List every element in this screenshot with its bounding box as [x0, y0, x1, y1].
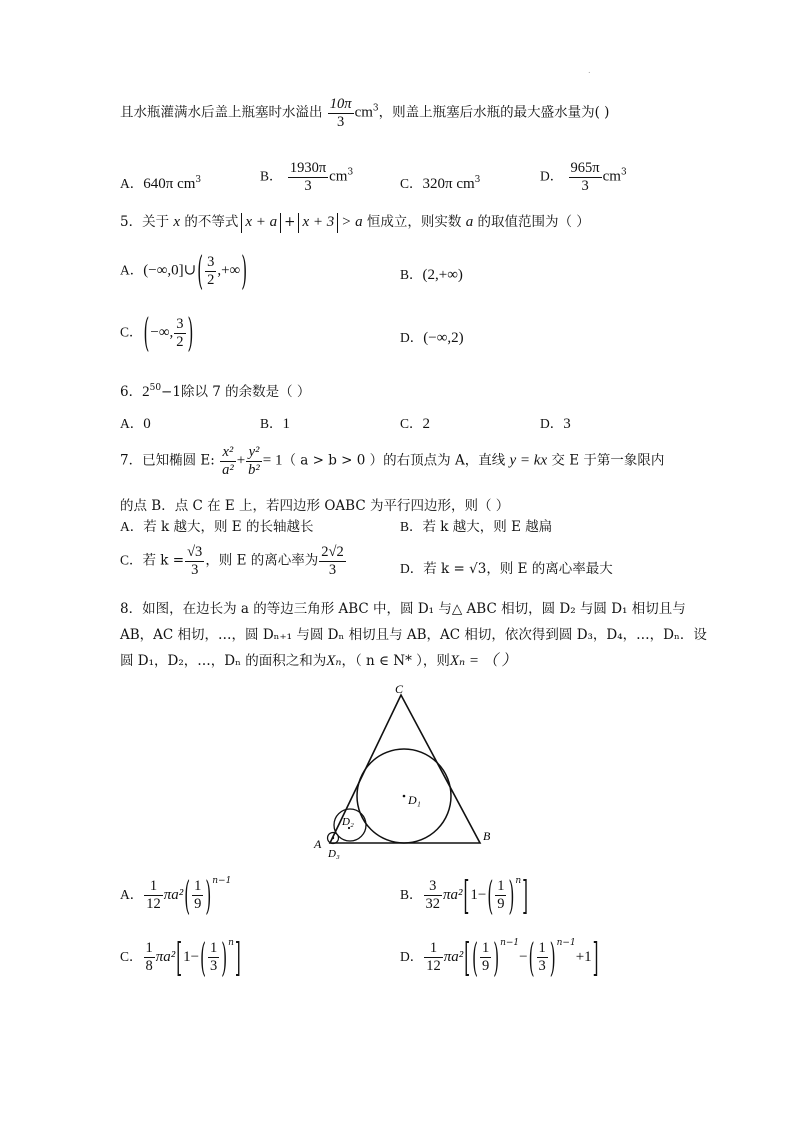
label-d1: D₁ — [408, 793, 421, 807]
unit: cm — [354, 104, 373, 121]
q8-option-d[interactable]: D． $\frac{1}{12}$ πa²[ ( $\frac{1}{9}$ )$^{n-1}$−( $\frac{1}{3}$ )$^{n-1}$+1] — [400, 934, 599, 981]
q8-option-b[interactable]: B． $\frac{3}{32}$ πa²[1−( $\frac{1}{9}$ )$^n$] — [400, 872, 528, 919]
triangle-circles-figure — [300, 680, 510, 860]
q7-stem-line2: 的点 B．点 C 在 E 上，若四边形 OABC 为平行四边形，则（ ） — [120, 498, 510, 514]
q6-stem: 6．$2^{50}-1$除以 7 的余数是（ ） — [120, 383, 311, 400]
q6-option-b[interactable]: B．1 — [260, 416, 291, 432]
q4-stem: 且水瓶灌满水后盖上瓶塞时水溢出 $\frac{10\pi}{3}$ $cm^3$，则盖上瓶塞后水瓶的最大盛水量为( ) — [120, 96, 610, 130]
q7-option-b[interactable]: B．若 k 越大，则 E 越扁 — [400, 519, 553, 535]
center-d1 — [403, 795, 406, 798]
q6-option-c[interactable]: C．2 — [400, 416, 431, 432]
q8-stem-line1: 8．如图，在边长为 a 的等边三角形 ABC 中，圆 D₁ 与△ ABC 相切，圆 D₂ 与圆 D₁ 相切且与 — [120, 601, 686, 617]
q7-stem-line1: 7．已知椭圆 E: $\frac{\text{x²}}{\text{a²}}$ + $\frac{\text{y²}}{\text{b²}}$ = 1（ a > b > 0 ）的右顶点为 A，直线 y = kx 交 E 于第一象限内 — [120, 444, 665, 478]
q4-text-before: 且水瓶灌满水后盖上瓶塞时水溢出 — [120, 104, 323, 121]
corner-dot: . — [588, 66, 591, 75]
q4-option-d[interactable]: D． $\frac{965\pi}{3}$ $cm^3$ — [540, 160, 627, 194]
q8-option-a[interactable]: A． $\frac{1}{12}$ πa²( $\frac{1}{9}$ )$^{n-1}$ — [120, 872, 232, 919]
q5-option-c[interactable]: C．(−∞, $\frac{3}{2}$ ) — [120, 309, 194, 357]
center-d3 — [332, 837, 334, 839]
label-b: B — [483, 829, 491, 843]
q7-option-a[interactable]: A．若 k 越大，则 E 的长轴越长 — [120, 519, 314, 535]
frac-den: 3 — [337, 113, 345, 130]
q4-text-after: ，则盖上瓶塞后水瓶的最大盛水量为( ) — [378, 104, 610, 121]
q8-stem-line3: 圆 D₁，D₂，…，Dₙ 的面积之和为Xₙ，（ n ∈ N* ），则Xₙ = （ ） — [120, 653, 517, 669]
q5-stem: 5．关于 x 的不等式 x + a + x + 3 > a 恒成立，则实数 a 的取值范围为（ ） — [120, 210, 590, 233]
q4-overflow-fraction — [328, 96, 354, 130]
q4-option-c[interactable]: C．320π $cm^3$ — [400, 175, 481, 192]
label-d2: D₂ — [342, 816, 354, 828]
q6-option-d[interactable]: D．3 — [540, 416, 571, 432]
q4-option-a[interactable]: A．640π $cm^3$ — [120, 175, 202, 192]
q5-option-b[interactable]: B．(2,+∞) — [400, 267, 463, 283]
q7-option-c[interactable]: C．若 k = $\frac{√3}{3}$ ，则 E 的离心率为 $\frac{2√2}{3}$ — [120, 544, 344, 578]
q8-option-c[interactable]: C． $\frac{1}{8}$ πa²[1−( $\frac{1}{3}$ )$^n$] — [120, 934, 241, 981]
label-c: C — [395, 682, 404, 696]
frac-num: 10π — [329, 96, 352, 112]
label-a: A — [314, 837, 322, 851]
q7-option-d[interactable]: D．若 k = √3，则 E 的离心率最大 — [400, 561, 613, 577]
q5-option-a[interactable]: A．(−∞,0]∪( $\frac{3}{2}$ ,+∞) — [120, 247, 248, 295]
label-d3: D₃ — [328, 848, 340, 860]
q4-option-b[interactable]: B． $\frac{1930\pi}{3}$ $cm^3$ — [260, 160, 354, 194]
q6-option-a[interactable]: A．0 — [120, 416, 151, 432]
q5-option-d[interactable]: D．(−∞,2) — [400, 330, 464, 346]
q8-stem-line2: AB，AC 相切，…，圆 Dₙ₊₁ 与圆 Dₙ 相切且与 AB，AC 相切，依次得到圆 D₃，D₄，…，Dₙ．设 — [120, 627, 707, 643]
